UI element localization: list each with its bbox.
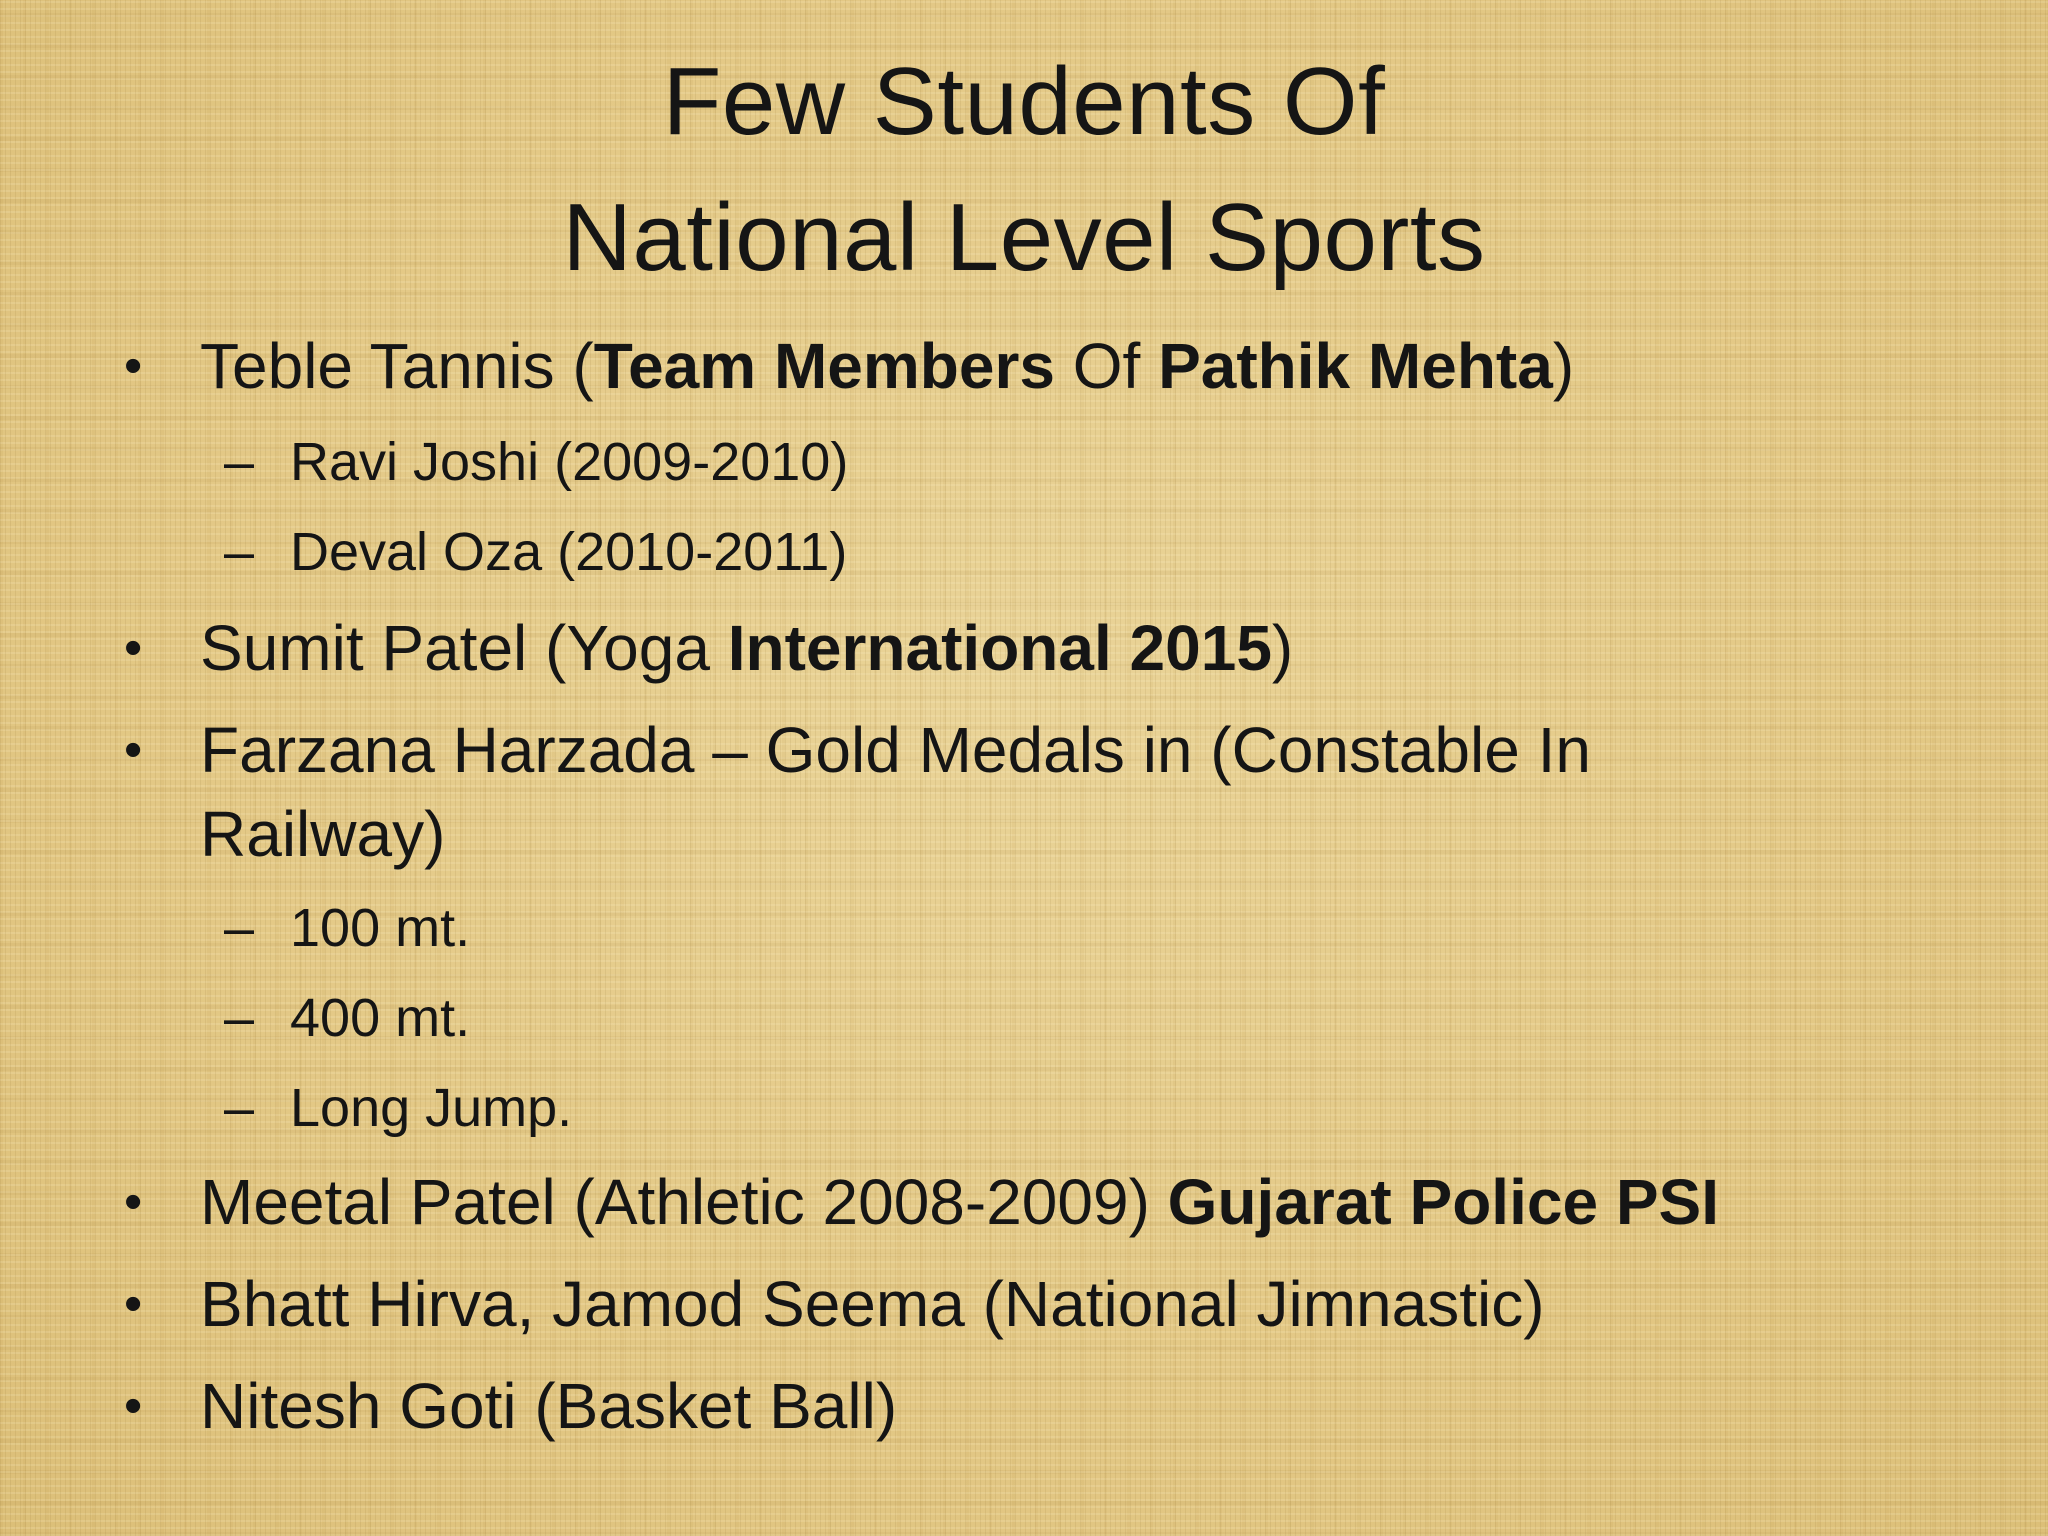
- bullet-icon: •: [124, 619, 143, 677]
- list-item-farzana-harzada: [124, 708, 1591, 876]
- item-line-1: Farzana Harzada – Gold Medals in (Constable In: [200, 714, 1591, 786]
- list-item-table-tennis: [124, 324, 1575, 408]
- item-label: Bhatt Hirva, Jamod Seema (National Jimnastic): [200, 1268, 1545, 1340]
- sub-item-label: Ravi Joshi (2009-2010): [290, 432, 849, 492]
- dash-icon: –: [224, 988, 255, 1048]
- sub-item-label: 400 mt.: [290, 988, 471, 1048]
- title-line-1: Few Students Of: [662, 48, 1386, 155]
- sub-item-label: Long Jump.: [290, 1078, 573, 1138]
- bold-segment: Gujarat Police PSI: [1167, 1166, 1719, 1238]
- bullet-icon: •: [124, 1275, 143, 1333]
- sub-item-400-mt: [224, 982, 471, 1054]
- bold-segment: International 2015: [727, 612, 1272, 684]
- bullet-icon: •: [124, 337, 143, 395]
- sub-item-label: 100 mt.: [290, 898, 471, 958]
- text-segment: Sumit Patel (Yoga: [200, 612, 728, 684]
- sub-item-label: Deval Oza (2010-2011): [290, 522, 848, 582]
- bullet-icon: •: [124, 721, 143, 779]
- text-segment: ): [1271, 612, 1294, 684]
- bullet-icon: •: [124, 1173, 143, 1231]
- bold-segment: Pathik Mehta: [1158, 330, 1553, 402]
- text-segment: Meetal Patel (Athletic 2008-2009): [200, 1166, 1168, 1238]
- list-item-meetal-patel: [124, 1160, 1719, 1244]
- sub-item-ravi-joshi: [224, 426, 849, 498]
- dash-icon: –: [224, 432, 255, 492]
- bold-segment: Team Members: [593, 330, 1055, 402]
- text-segment: Of: [1054, 330, 1159, 402]
- list-item-bhatt-hirva: [124, 1262, 1545, 1346]
- item-label: Nitesh Goti (Basket Ball): [200, 1370, 898, 1442]
- sub-item-long-jump: [224, 1072, 573, 1144]
- dash-icon: –: [224, 522, 255, 582]
- sub-item-deval-oza: [224, 516, 848, 588]
- list-item-sumit-patel: [124, 606, 1294, 690]
- item-line-2: Railway): [200, 798, 446, 870]
- sub-item-100-mt: [224, 892, 471, 964]
- text-segment: ): [1552, 330, 1575, 402]
- text-segment: Teble Tannis (: [200, 330, 594, 402]
- dash-icon: –: [224, 898, 255, 958]
- title-line-2: National Level Sports: [562, 184, 1486, 291]
- list-item-nitesh-goti: [124, 1364, 898, 1448]
- dash-icon: –: [224, 1078, 255, 1138]
- bullet-icon: •: [124, 1377, 143, 1435]
